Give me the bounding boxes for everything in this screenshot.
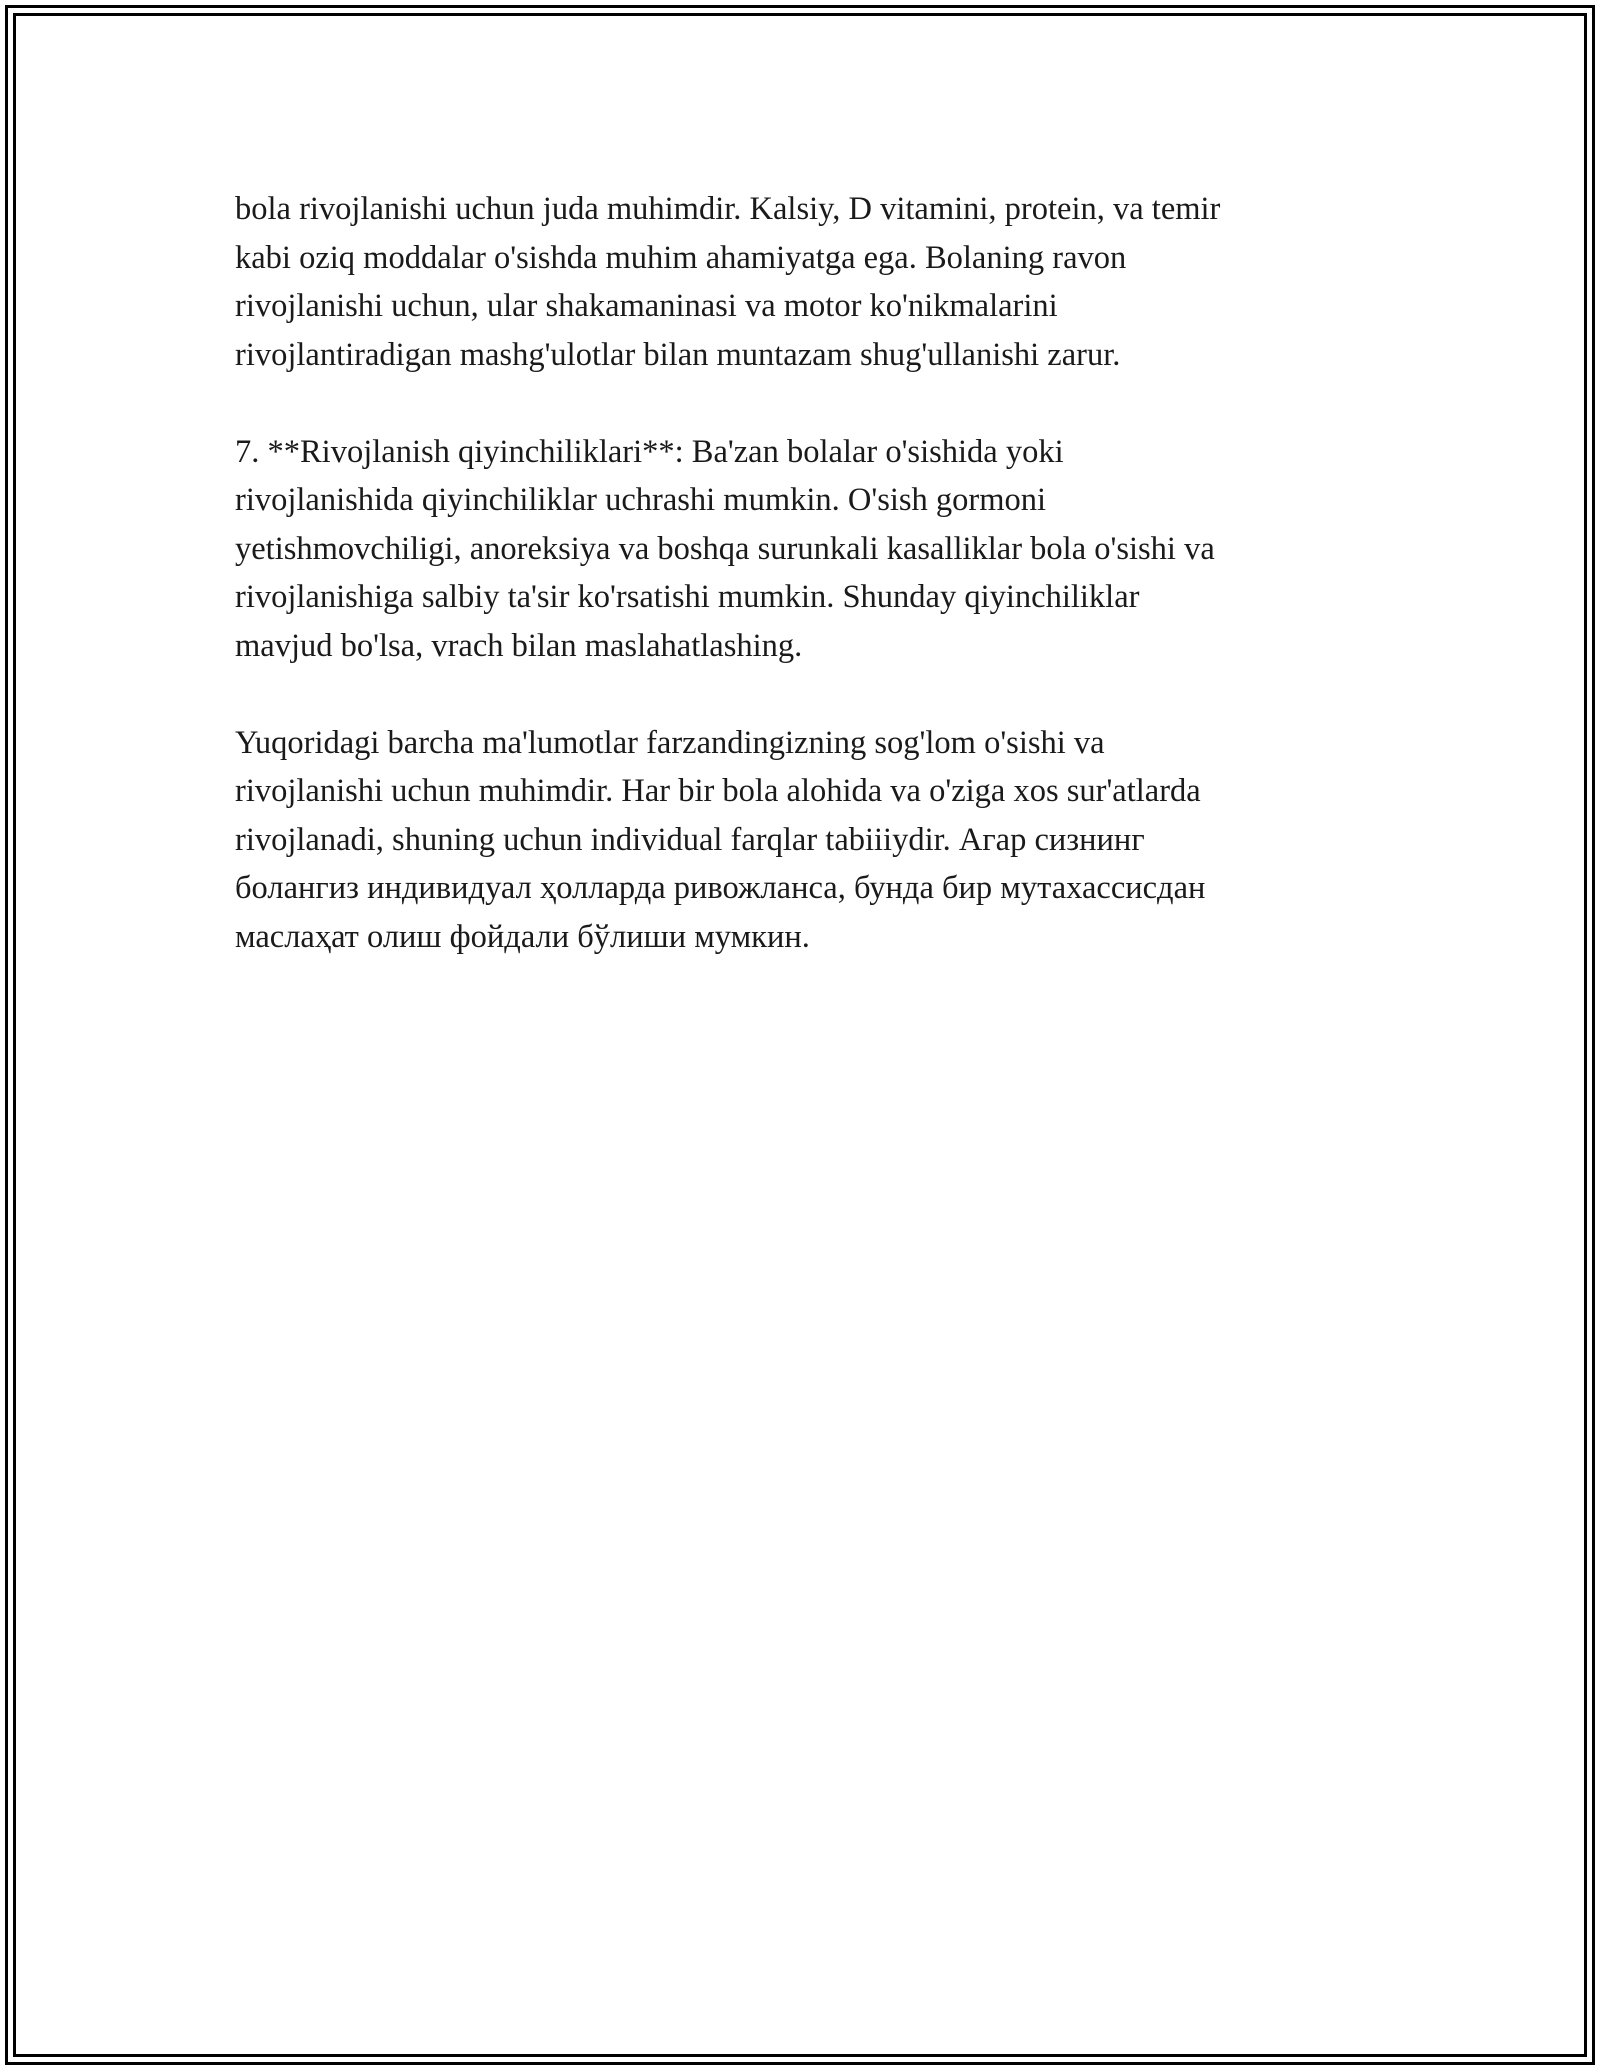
- document-body: [235, 185, 1365, 1010]
- paragraph-nutrition: bola rivojlanishi uchun juda muhimdir. Kalsiy, D vitamini, protein, va temir kabi oziq moddalar o'sishda muhim ahamiyatga ega. Bolaning ravon rivojlanishi uchun, ular shakamaninasi va motor ko'nikmalarini rivojlantiradigan mashg'ulotlar bilan muntazam shug'ullanishi zarur.: [235, 191, 1221, 373]
- paragraph-development-difficulties: 7. **Rivojlanish qiyinchiliklari**: Ba'zan bolalar o'sishida yoki rivojlanishida qiyinchiliklar uchrashi mumkin. O'sish gormoni yetishmovchiligi, anoreksiya va boshqa surunkali kasalliklar bola o'sishi va rivojlanishiga salbiy ta'sir ko'rsatishi mumkin. Shunday qiyinchiliklar mavjud bo'lsa, vrach bilan maslahatlashing.: [235, 433, 1215, 664]
- paragraph-conclusion: Yuqoridagi barcha ma'lumotlar farzandingizning sog'lom o'sishi va rivojlanishi uchun muhimdir. Har bir bola alohida va o'ziga xos sur'atlarda rivojlanadi, shuning uchun individual farqlar tabiiiydir. Агар сизнинг болангиз индивидуал ҳолларда ривожланса, бунда бир мутахассисдан маслаҳат олиш фойдали бўлиши мумкин.: [235, 724, 1206, 955]
